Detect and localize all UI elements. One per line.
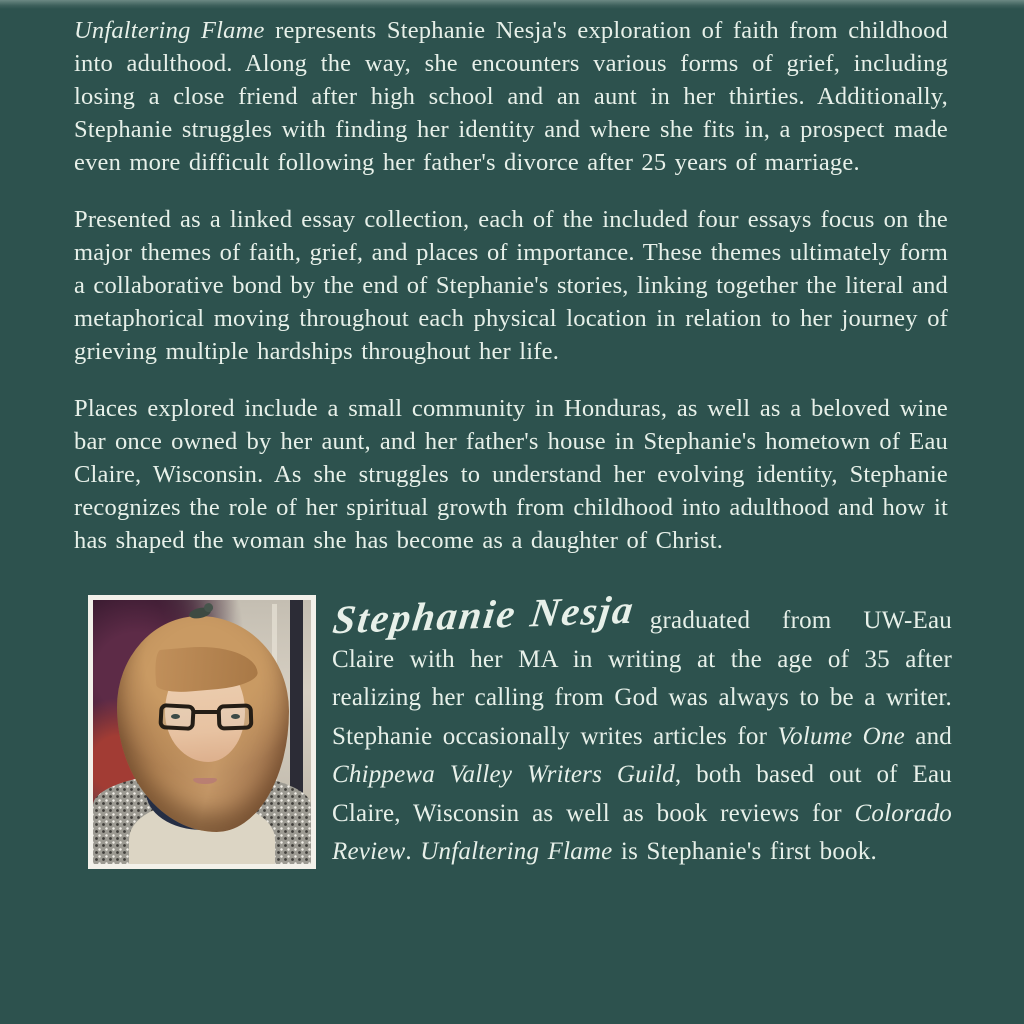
- photo-glasses: [159, 704, 253, 732]
- author-photo-scene: [93, 600, 311, 864]
- photo-left-eye: [171, 714, 180, 719]
- top-edge-highlight: [0, 0, 1024, 9]
- author-photo: [88, 595, 316, 869]
- author-name-signature: Stephanie Nesja: [330, 586, 638, 643]
- synopsis-paragraph-1: Unfaltering Flame represents Stephanie Nesja's exploration of faith from childhood into adulthood. Along the way, she encounters various forms of grief, including losing a close friend after high school and an aunt in her thirties. Additionally, Stephanie struggles with finding her identity and where she fits in, a prospect made even more difficult following her father's divorce after 25 years of marriage.: [74, 17, 949, 176]
- author-bio: [330, 586, 953, 872]
- author-section: [0, 586, 1024, 872]
- photo-right-eye: [231, 714, 240, 719]
- synopsis-paragraph-3: Places explored include a small community in Honduras, as well as a beloved wine bar once owned by her aunt, and her father's house in Stephanie's hometown of Eau Claire, Wisconsin. As she struggles to understand her evolving identity, Stephanie recognizes the role of her spiritual growth from childhood into adulthood and how it has shaped the woman she has become as a daughter of Christ.: [74, 395, 948, 554]
- author-bio-body: graduated from UW-Eau Claire with her MA in writing at the age of 35 after realizing her calling from God was always to be a writer. Stephanie occasionally writes articles for Volume One and Chippewa Valley Writers Guild, both based out of Eau Claire, Wisconsin as well as book reviews for Colorado Review. Unfaltering Flame is Stephanie's first book.: [332, 607, 953, 865]
- photo-glasses-bridge: [193, 710, 219, 714]
- synopsis-paragraph-2: Presented as a linked essay collection, each of the included four essays focus on the major themes of faith, grief, and places of importance. These themes ultimately form a collaborative bond by the end of Stephanie's stories, linking together the literal and metaphorical moving throughout each physical location in relation to her journey of grieving multiple hardships throughout her life.: [74, 206, 948, 365]
